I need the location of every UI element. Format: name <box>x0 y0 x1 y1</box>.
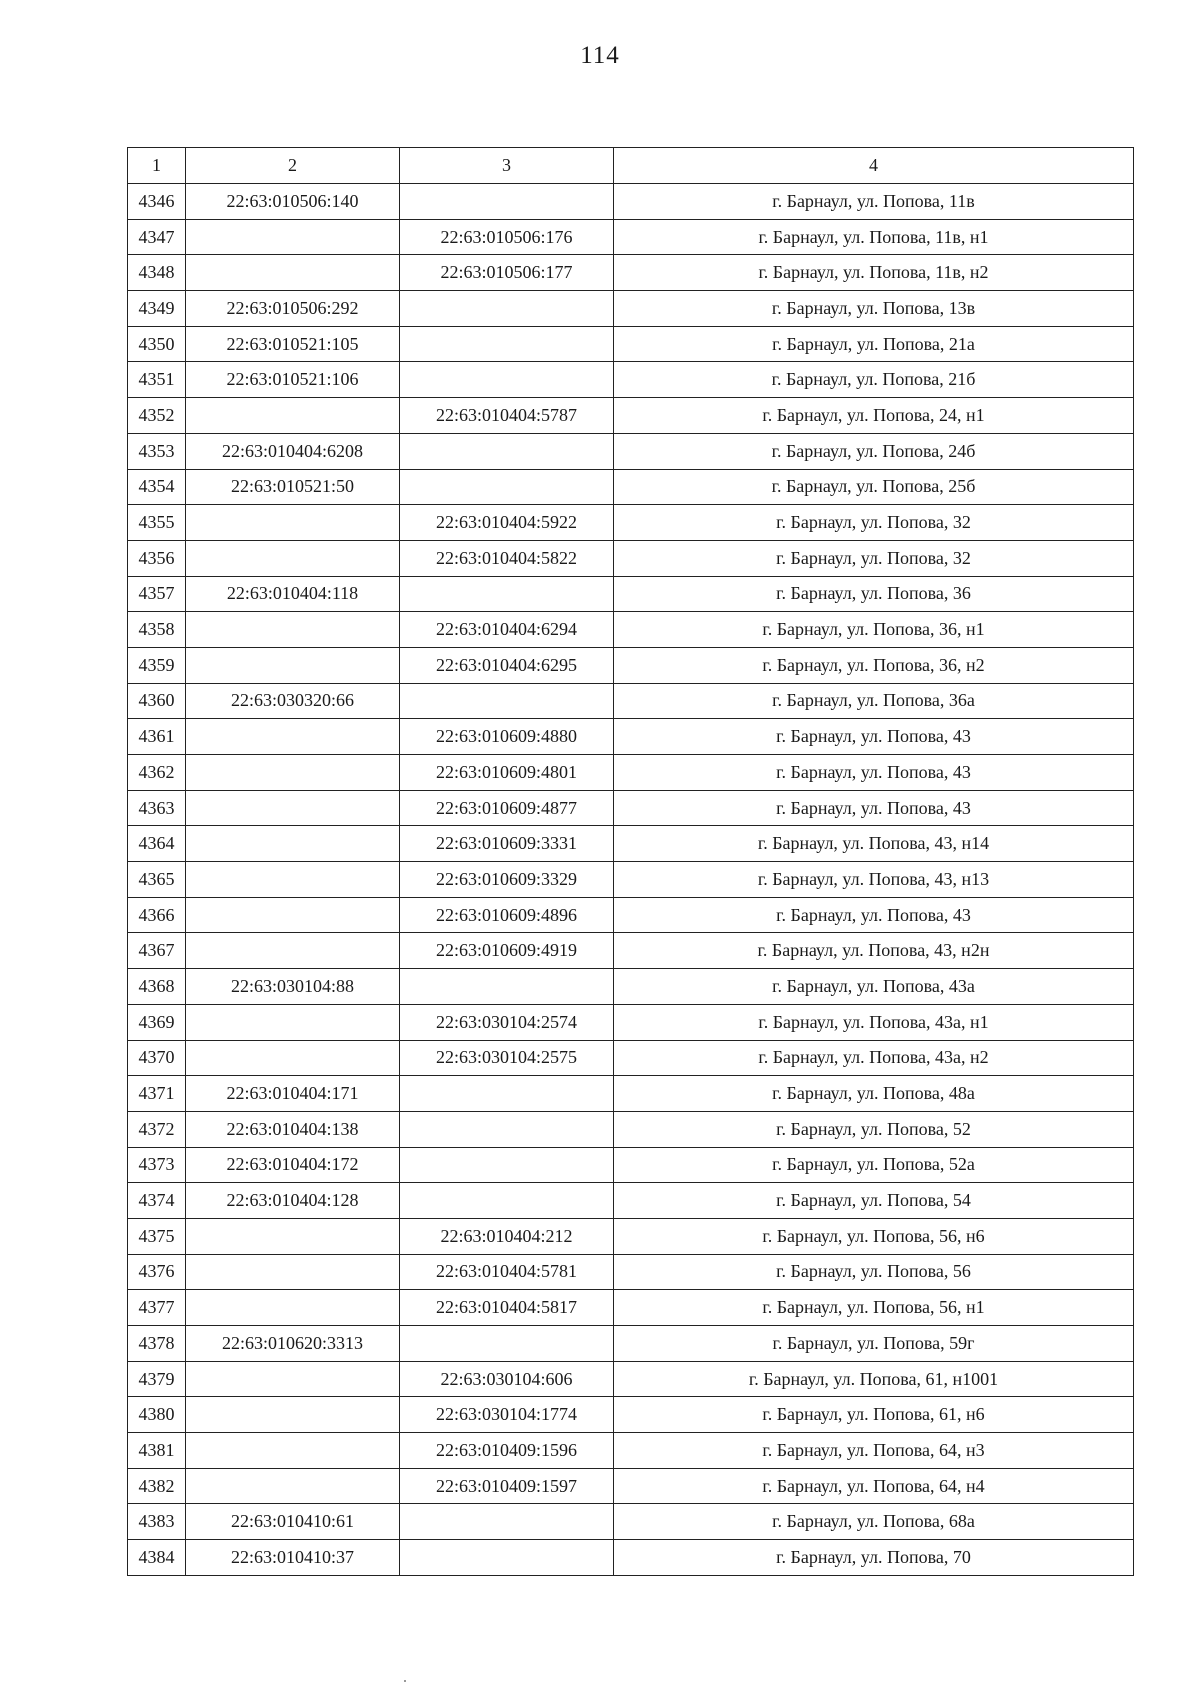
row-number-cell: 4383 <box>128 1504 186 1540</box>
row-number-cell: 4358 <box>128 612 186 648</box>
address-cell: г. Барнаул, ул. Попова, 43, н2н <box>614 933 1134 969</box>
land-cadastral-cell: 22:63:030104:88 <box>186 969 400 1005</box>
table-row <box>128 576 1134 612</box>
table-row <box>128 719 1134 755</box>
row-number-cell: 4362 <box>128 755 186 791</box>
land-cadastral-cell: 22:63:010521:50 <box>186 469 400 505</box>
land-cadastral-cell: 22:63:010506:140 <box>186 184 400 220</box>
table-row <box>128 1504 1134 1540</box>
land-cadastral-cell <box>186 862 400 898</box>
row-number-cell: 4365 <box>128 862 186 898</box>
column-header-land-cadastral: 2 <box>186 148 400 184</box>
table-row <box>128 933 1134 969</box>
land-cadastral-cell <box>186 826 400 862</box>
land-cadastral-cell: 22:63:030320:66 <box>186 683 400 719</box>
address-cell: г. Барнаул, ул. Попова, 64, н4 <box>614 1468 1134 1504</box>
land-cadastral-cell <box>186 398 400 434</box>
land-cadastral-cell <box>186 897 400 933</box>
row-number-cell: 4376 <box>128 1254 186 1290</box>
land-cadastral-cell: 22:63:010521:106 <box>186 362 400 398</box>
object-cadastral-cell <box>400 326 614 362</box>
scan-speck <box>404 1680 406 1682</box>
object-cadastral-cell <box>400 1147 614 1183</box>
land-cadastral-cell: 22:63:010404:171 <box>186 1076 400 1112</box>
table-row <box>128 433 1134 469</box>
row-number-cell: 4354 <box>128 469 186 505</box>
table-row <box>128 647 1134 683</box>
row-number-cell: 4373 <box>128 1147 186 1183</box>
object-cadastral-cell: 22:63:010609:4880 <box>400 719 614 755</box>
object-cadastral-cell: 22:63:030104:2574 <box>400 1004 614 1040</box>
table-row <box>128 398 1134 434</box>
row-number-cell: 4363 <box>128 790 186 826</box>
object-cadastral-cell: 22:63:010609:3329 <box>400 862 614 898</box>
object-cadastral-cell <box>400 1326 614 1362</box>
object-cadastral-cell: 22:63:010404:5817 <box>400 1290 614 1326</box>
row-number-cell: 4359 <box>128 647 186 683</box>
row-number-cell: 4349 <box>128 291 186 327</box>
address-cell: г. Барнаул, ул. Попова, 70 <box>614 1540 1134 1576</box>
table-row <box>128 1004 1134 1040</box>
address-cell: г. Барнаул, ул. Попова, 36, н1 <box>614 612 1134 648</box>
row-number-cell: 4382 <box>128 1468 186 1504</box>
table-row <box>128 1111 1134 1147</box>
table-row <box>128 326 1134 362</box>
land-cadastral-cell <box>186 1433 400 1469</box>
land-cadastral-cell <box>186 933 400 969</box>
address-cell: г. Барнаул, ул. Попова, 21б <box>614 362 1134 398</box>
table-row <box>128 1397 1134 1433</box>
table-row <box>128 1183 1134 1219</box>
row-number-cell: 4378 <box>128 1326 186 1362</box>
row-number-cell: 4347 <box>128 219 186 255</box>
table-row <box>128 1290 1134 1326</box>
row-number-cell: 4355 <box>128 505 186 541</box>
object-cadastral-cell: 22:63:010409:1597 <box>400 1468 614 1504</box>
address-cell: г. Барнаул, ул. Попова, 32 <box>614 505 1134 541</box>
land-cadastral-cell <box>186 255 400 291</box>
object-cadastral-cell <box>400 1111 614 1147</box>
row-number-cell: 4380 <box>128 1397 186 1433</box>
address-cell: г. Барнаул, ул. Попова, 43 <box>614 755 1134 791</box>
land-cadastral-cell <box>186 1468 400 1504</box>
registry-table <box>127 147 1134 1576</box>
row-number-cell: 4364 <box>128 826 186 862</box>
address-cell: г. Барнаул, ул. Попова, 25б <box>614 469 1134 505</box>
address-cell: г. Барнаул, ул. Попова, 52а <box>614 1147 1134 1183</box>
object-cadastral-cell: 22:63:010404:5922 <box>400 505 614 541</box>
address-cell: г. Барнаул, ул. Попова, 43, н13 <box>614 862 1134 898</box>
address-cell: г. Барнаул, ул. Попова, 11в, н2 <box>614 255 1134 291</box>
row-number-cell: 4377 <box>128 1290 186 1326</box>
address-cell: г. Барнаул, ул. Попова, 24, н1 <box>614 398 1134 434</box>
row-number-cell: 4357 <box>128 576 186 612</box>
object-cadastral-cell <box>400 1183 614 1219</box>
object-cadastral-cell: 22:63:010404:6294 <box>400 612 614 648</box>
object-cadastral-cell: 22:63:010404:5822 <box>400 540 614 576</box>
address-cell: г. Барнаул, ул. Попова, 48а <box>614 1076 1134 1112</box>
address-cell: г. Барнаул, ул. Попова, 64, н3 <box>614 1433 1134 1469</box>
row-number-cell: 4351 <box>128 362 186 398</box>
land-cadastral-cell: 22:63:010404:172 <box>186 1147 400 1183</box>
table-row <box>128 1326 1134 1362</box>
object-cadastral-cell: 22:63:010404:5787 <box>400 398 614 434</box>
address-cell: г. Барнаул, ул. Попова, 11в, н1 <box>614 219 1134 255</box>
row-number-cell: 4384 <box>128 1540 186 1576</box>
table-row <box>128 1076 1134 1112</box>
land-cadastral-cell <box>186 1397 400 1433</box>
object-cadastral-cell <box>400 1504 614 1540</box>
address-cell: г. Барнаул, ул. Попова, 68а <box>614 1504 1134 1540</box>
object-cadastral-cell: 22:63:010404:5781 <box>400 1254 614 1290</box>
land-cadastral-cell <box>186 1254 400 1290</box>
address-cell: г. Барнаул, ул. Попова, 56 <box>614 1254 1134 1290</box>
land-cadastral-cell <box>186 219 400 255</box>
object-cadastral-cell <box>400 1540 614 1576</box>
row-number-cell: 4353 <box>128 433 186 469</box>
object-cadastral-cell <box>400 433 614 469</box>
land-cadastral-cell: 22:63:010410:61 <box>186 1504 400 1540</box>
address-cell: г. Барнаул, ул. Попова, 43, н14 <box>614 826 1134 862</box>
page-number: 114 <box>580 42 620 69</box>
object-cadastral-cell <box>400 576 614 612</box>
object-cadastral-cell: 22:63:010609:4896 <box>400 897 614 933</box>
table-row <box>128 969 1134 1005</box>
land-cadastral-cell <box>186 790 400 826</box>
table-row <box>128 755 1134 791</box>
land-cadastral-cell <box>186 1361 400 1397</box>
land-cadastral-cell <box>186 1290 400 1326</box>
object-cadastral-cell <box>400 1076 614 1112</box>
land-cadastral-cell: 22:63:010521:105 <box>186 326 400 362</box>
address-cell: г. Барнаул, ул. Попова, 43а, н2 <box>614 1040 1134 1076</box>
address-cell: г. Барнаул, ул. Попова, 24б <box>614 433 1134 469</box>
land-cadastral-cell <box>186 1218 400 1254</box>
row-number-cell: 4374 <box>128 1183 186 1219</box>
row-number-cell: 4352 <box>128 398 186 434</box>
object-cadastral-cell: 22:63:010609:4919 <box>400 933 614 969</box>
land-cadastral-cell <box>186 755 400 791</box>
row-number-cell: 4366 <box>128 897 186 933</box>
table-row <box>128 826 1134 862</box>
land-cadastral-cell: 22:63:010404:128 <box>186 1183 400 1219</box>
address-cell: г. Барнаул, ул. Попова, 59г <box>614 1326 1134 1362</box>
table-row <box>128 862 1134 898</box>
address-cell: г. Барнаул, ул. Попова, 36, н2 <box>614 647 1134 683</box>
row-number-cell: 4348 <box>128 255 186 291</box>
row-number-cell: 4367 <box>128 933 186 969</box>
object-cadastral-cell: 22:63:010609:3331 <box>400 826 614 862</box>
land-cadastral-cell <box>186 612 400 648</box>
row-number-cell: 4369 <box>128 1004 186 1040</box>
row-number-cell: 4381 <box>128 1433 186 1469</box>
row-number-cell: 4375 <box>128 1218 186 1254</box>
column-header-number: 1 <box>128 148 186 184</box>
row-number-cell: 4371 <box>128 1076 186 1112</box>
table-row <box>128 1218 1134 1254</box>
object-cadastral-cell: 22:63:010506:177 <box>400 255 614 291</box>
address-cell: г. Барнаул, ул. Попова, 36а <box>614 683 1134 719</box>
object-cadastral-cell <box>400 969 614 1005</box>
address-cell: г. Барнаул, ул. Попова, 56, н6 <box>614 1218 1134 1254</box>
address-cell: г. Барнаул, ул. Попова, 21а <box>614 326 1134 362</box>
object-cadastral-cell: 22:63:010609:4877 <box>400 790 614 826</box>
address-cell: г. Барнаул, ул. Попова, 36 <box>614 576 1134 612</box>
object-cadastral-cell: 22:63:030104:1774 <box>400 1397 614 1433</box>
object-cadastral-cell: 22:63:030104:606 <box>400 1361 614 1397</box>
object-cadastral-cell: 22:63:010409:1596 <box>400 1433 614 1469</box>
address-cell: г. Барнаул, ул. Попова, 43а, н1 <box>614 1004 1134 1040</box>
table-row <box>128 1254 1134 1290</box>
land-cadastral-cell <box>186 719 400 755</box>
row-number-cell: 4379 <box>128 1361 186 1397</box>
land-cadastral-cell: 22:63:010404:118 <box>186 576 400 612</box>
table-row <box>128 540 1134 576</box>
object-cadastral-cell: 22:63:010506:176 <box>400 219 614 255</box>
registry-table-body <box>128 148 1134 1576</box>
address-cell: г. Барнаул, ул. Попова, 61, н1001 <box>614 1361 1134 1397</box>
address-cell: г. Барнаул, ул. Попова, 43 <box>614 790 1134 826</box>
land-cadastral-cell <box>186 647 400 683</box>
land-cadastral-cell: 22:63:010404:138 <box>186 1111 400 1147</box>
land-cadastral-cell: 22:63:010506:292 <box>186 291 400 327</box>
object-cadastral-cell <box>400 362 614 398</box>
row-number-cell: 4370 <box>128 1040 186 1076</box>
land-cadastral-cell: 22:63:010404:6208 <box>186 433 400 469</box>
object-cadastral-cell: 22:63:010404:6295 <box>400 647 614 683</box>
object-cadastral-cell <box>400 469 614 505</box>
table-header-row <box>128 148 1134 184</box>
table-row <box>128 1433 1134 1469</box>
address-cell: г. Барнаул, ул. Попова, 11в <box>614 184 1134 220</box>
table-row <box>128 505 1134 541</box>
address-cell: г. Барнаул, ул. Попова, 43а <box>614 969 1134 1005</box>
table-row <box>128 897 1134 933</box>
row-number-cell: 4356 <box>128 540 186 576</box>
row-number-cell: 4350 <box>128 326 186 362</box>
address-cell: г. Барнаул, ул. Попова, 56, н1 <box>614 1290 1134 1326</box>
table-row <box>128 612 1134 648</box>
table-row <box>128 790 1134 826</box>
land-cadastral-cell <box>186 540 400 576</box>
table-row <box>128 683 1134 719</box>
table-row <box>128 1040 1134 1076</box>
land-cadastral-cell <box>186 1040 400 1076</box>
land-cadastral-cell <box>186 505 400 541</box>
object-cadastral-cell: 22:63:010404:212 <box>400 1218 614 1254</box>
row-number-cell: 4361 <box>128 719 186 755</box>
column-header-object-cadastral: 3 <box>400 148 614 184</box>
address-cell: г. Барнаул, ул. Попова, 43 <box>614 719 1134 755</box>
row-number-cell: 4368 <box>128 969 186 1005</box>
address-cell: г. Барнаул, ул. Попова, 61, н6 <box>614 1397 1134 1433</box>
table-row <box>128 1147 1134 1183</box>
object-cadastral-cell: 22:63:010609:4801 <box>400 755 614 791</box>
object-cadastral-cell: 22:63:030104:2575 <box>400 1040 614 1076</box>
table-row <box>128 469 1134 505</box>
row-number-cell: 4372 <box>128 1111 186 1147</box>
table-row <box>128 219 1134 255</box>
table-row <box>128 1540 1134 1576</box>
address-cell: г. Барнаул, ул. Попова, 13в <box>614 291 1134 327</box>
address-cell: г. Барнаул, ул. Попова, 52 <box>614 1111 1134 1147</box>
row-number-cell: 4346 <box>128 184 186 220</box>
column-header-address: 4 <box>614 148 1134 184</box>
table-row <box>128 362 1134 398</box>
land-cadastral-cell <box>186 1004 400 1040</box>
table-row <box>128 255 1134 291</box>
land-cadastral-cell: 22:63:010410:37 <box>186 1540 400 1576</box>
row-number-cell: 4360 <box>128 683 186 719</box>
object-cadastral-cell <box>400 184 614 220</box>
address-cell: г. Барнаул, ул. Попова, 32 <box>614 540 1134 576</box>
table-row <box>128 184 1134 220</box>
table-row <box>128 1468 1134 1504</box>
address-cell: г. Барнаул, ул. Попова, 54 <box>614 1183 1134 1219</box>
address-cell: г. Барнаул, ул. Попова, 43 <box>614 897 1134 933</box>
land-cadastral-cell: 22:63:010620:3313 <box>186 1326 400 1362</box>
object-cadastral-cell <box>400 291 614 327</box>
table-row <box>128 1361 1134 1397</box>
table-row <box>128 291 1134 327</box>
object-cadastral-cell <box>400 683 614 719</box>
